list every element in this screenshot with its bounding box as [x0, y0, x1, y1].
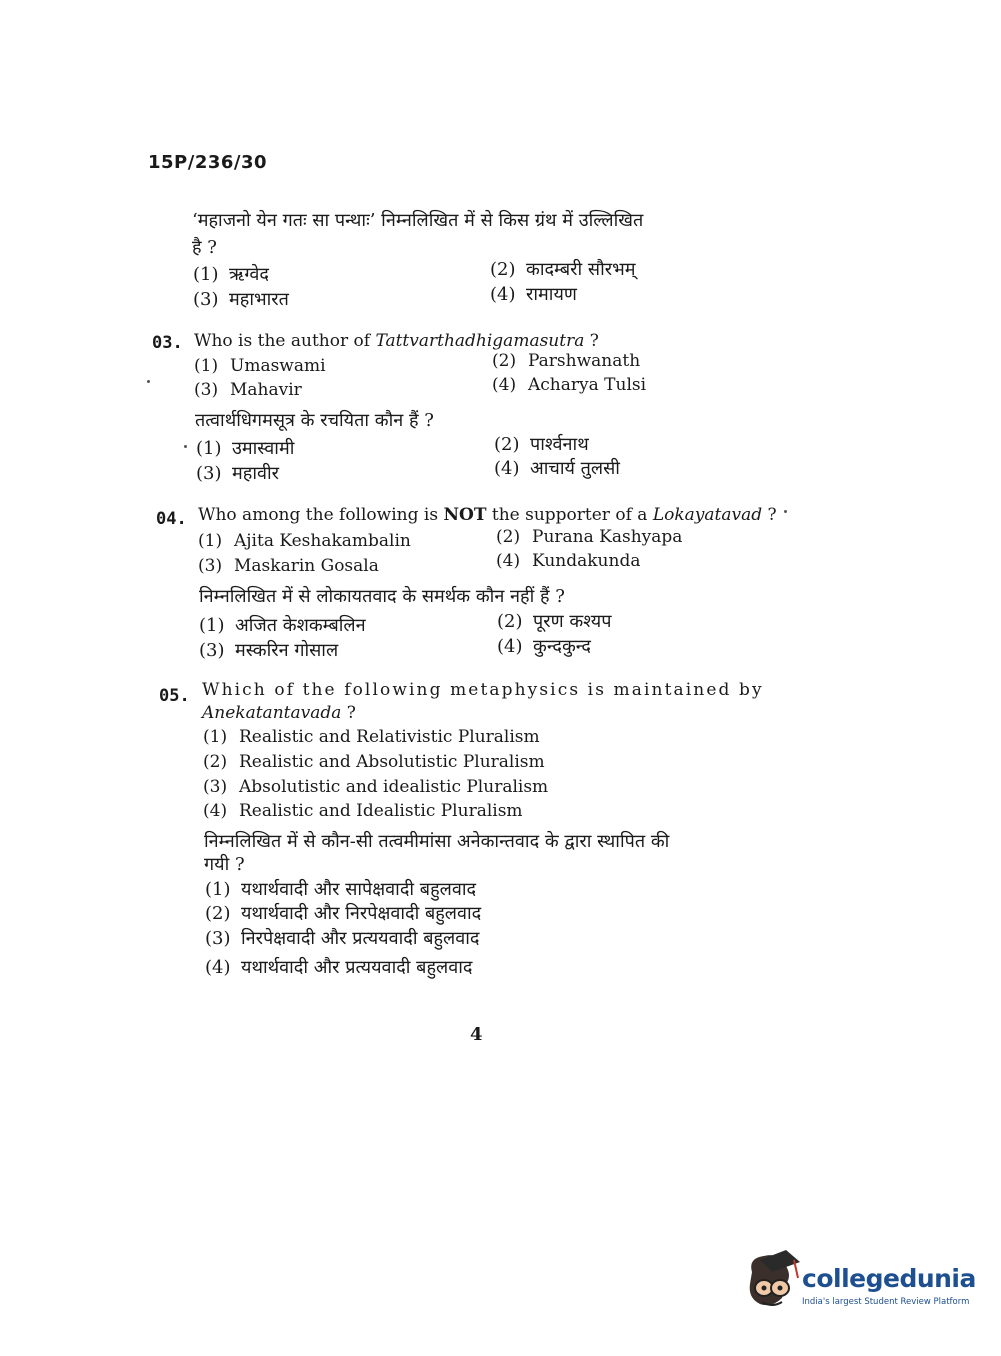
q04-hindi-option-1: (1) अजित केशकम्बलिन [199, 615, 366, 636]
q05-question-line1: Which of the following metaphysics is maintained by [202, 680, 764, 700]
mascot-icon [742, 1250, 802, 1320]
q02-hindi-question-line1: ‘महाजनो येन गतः सा पन्थाः’ निम्नलिखित में से किस ग्रंथ में उल्लिखित [192, 210, 644, 231]
q04-option-3: (3) Maskarin Gosala [198, 556, 379, 576]
paper-code: 15P/236/30 [148, 152, 268, 173]
q04-number: 04. [156, 509, 187, 529]
q03-hindi-option-3: (3) महावीर [196, 463, 280, 484]
q04-option-4: (4) Kundakunda [496, 551, 641, 571]
q03-hindi-option-2: (2) पार्श्वनाथ [494, 434, 589, 455]
q04-option-2: (2) Purana Kashyapa [496, 527, 683, 547]
q04-hindi-question: निम्नलिखित में से लोकायतवाद के समर्थक कौन नहीं हैं ? [199, 586, 565, 607]
q03-option-4: (4) Acharya Tulsi [492, 375, 647, 395]
q03-hindi-question: तत्वार्थधिगमसूत्र के रचयिता कौन हैं ? [195, 410, 434, 431]
q02-option-2: (2) कादम्बरी सौरभम् [490, 259, 636, 280]
q05-option-3: (3) Absolutistic and idealistic Pluralism [203, 777, 549, 797]
q03-option-1: (1) Umaswami [194, 356, 326, 376]
scan-speck [784, 510, 787, 513]
logo-wordmark: collegedunia [802, 1264, 976, 1293]
q05-option-4: (4) Realistic and Idealistic Pluralism [203, 801, 523, 821]
page-number: 4 [470, 1024, 483, 1045]
q02-option-3: (3) महाभारत [193, 289, 289, 310]
q03-hindi-option-1: (1) उमास्वामी [196, 438, 295, 459]
q04-hindi-option-3: (3) मस्करिन गोसाल [199, 640, 339, 661]
q02-hindi-question-line2: है ? [192, 237, 217, 258]
q05-hindi-option-3: (3) निरपेक्षवादी और प्रत्ययवादी बहुलवाद [205, 928, 480, 949]
q04-option-1: (1) Ajita Keshakambalin [198, 531, 411, 551]
q05-number: 05. [159, 686, 190, 706]
q05-option-1: (1) Realistic and Relativistic Pluralism [203, 727, 540, 747]
q04-hindi-option-2: (2) पूरण कश्यप [497, 611, 612, 632]
q04-hindi-option-4: (4) कुन्दकुन्द [497, 636, 591, 657]
logo-tagline: India's largest Student Review Platform [802, 1297, 970, 1307]
q05-hindi-option-2: (2) यथार्थवादी और निरपेक्षवादी बहुलवाद [205, 903, 482, 924]
q02-option-4: (4) रामायण [490, 284, 577, 305]
q03-question: Who is the author of Tattvarthadhigamasutra ? [194, 331, 599, 351]
q05-hindi-question-line1: निम्नलिखित में से कौन-सी तत्वमीमांसा अनेकान्तवाद के द्वारा स्थापित की [204, 831, 670, 852]
q03-hindi-option-4: (4) आचार्य तुलसी [494, 458, 620, 479]
scan-speck [184, 445, 187, 448]
collegedunia-logo [742, 1250, 976, 1320]
q04-question: Who among the following is NOT the supporter of a Lokayatavad ? [198, 505, 777, 525]
q05-hindi-option-4: (4) यथार्थवादी और प्रत्ययवादी बहुलवाद [205, 957, 473, 978]
q05-hindi-option-1: (1) यथार्थवादी और सापेक्षवादी बहुलवाद [205, 879, 477, 900]
q05-option-2: (2) Realistic and Absolutistic Pluralism [203, 752, 545, 772]
q02-option-1: (1) ऋग्वेद [193, 264, 269, 285]
q05-question-line2: Anekatantavada ? [202, 703, 356, 723]
q03-option-2: (2) Parshwanath [492, 351, 641, 371]
q03-number: 03. [152, 333, 183, 353]
scan-speck [147, 380, 150, 383]
q03-option-3: (3) Mahavir [194, 380, 302, 400]
q05-hindi-question-line2: गयी ? [204, 854, 245, 875]
